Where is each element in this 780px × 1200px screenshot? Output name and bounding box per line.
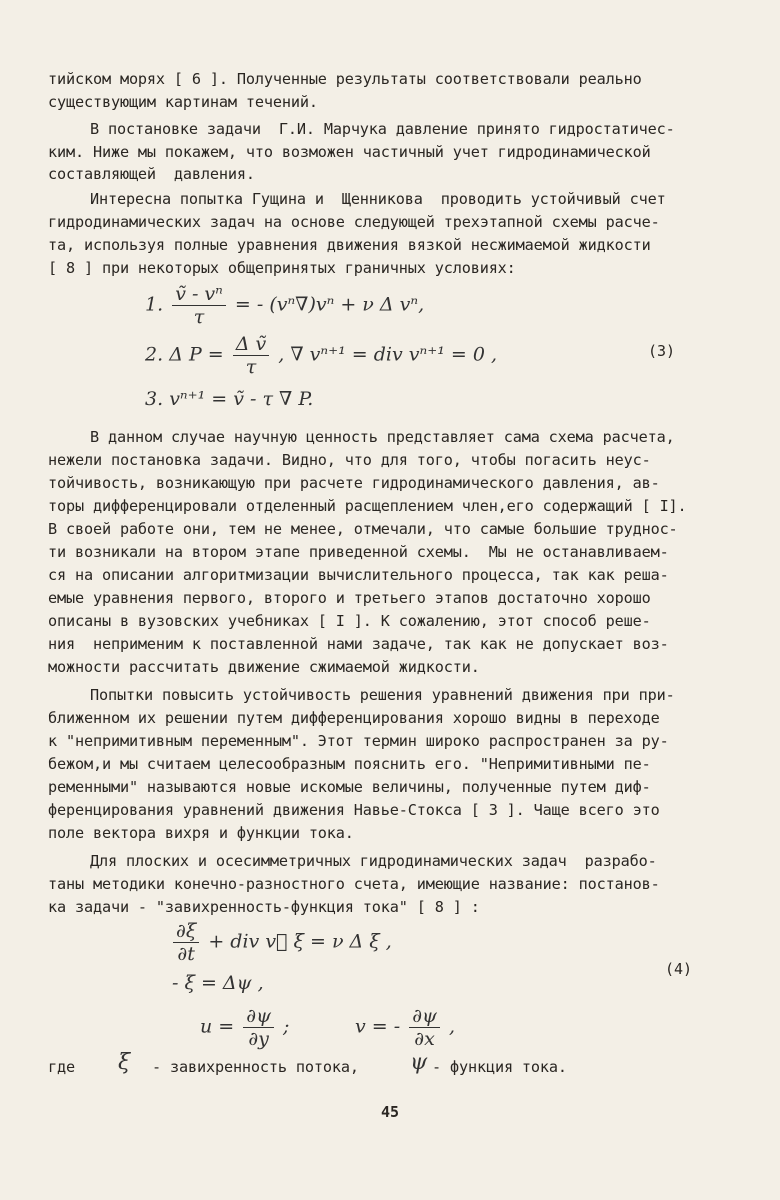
text-line: ся на описании алгоритмизации вычислительного процесса, так как реша- bbox=[48, 566, 669, 584]
where-desc-2: - функция тока. bbox=[432, 1058, 567, 1076]
text-line: ка задачи - "завихренность-функция тока" [ 8 ] : bbox=[48, 898, 480, 916]
eq-rhs: + div v⃗ ξ = ν Δ ξ , bbox=[208, 930, 392, 953]
eq-index: 2. bbox=[145, 343, 164, 366]
text-line: бежом,и мы считаем целесообразным пояснить его. "Непримитивными пе- bbox=[48, 755, 651, 773]
text-line: В данном случае научную ценность представляет сама схема расчета, bbox=[90, 428, 675, 446]
text-line: поле вектора вихря и функции тока. bbox=[48, 824, 354, 842]
text-line: [ 8 ] при некоторых общепринятых граничных условиях: bbox=[48, 259, 516, 277]
text-line: ким. Ниже мы покажем, что возможен частичный учет гидродинамической bbox=[48, 143, 651, 161]
text-line: к "непримитивным переменным". Этот термин широко распространен за ру- bbox=[48, 732, 669, 750]
equation-3-line-1 bbox=[145, 283, 424, 328]
text-line: ременными" называются новые искомые величины, полученные путем диф- bbox=[48, 778, 651, 796]
eq-tail: ; bbox=[283, 1015, 290, 1038]
text-line: тийском морях [ 6 ]. Полученные результаты соответствовали реально bbox=[48, 70, 642, 88]
text-line: ния неприменим к поставленной нами задаче, так как не допускает воз- bbox=[48, 635, 669, 653]
equation-4-line-3a bbox=[200, 1005, 289, 1050]
text-line: составляющей давления. bbox=[48, 165, 255, 183]
equation-3-line-3 bbox=[145, 388, 313, 410]
text-line: ти возникали на втором этапе приведенной схемы. Мы не останавливаем- bbox=[48, 543, 669, 561]
stream-function-symbol: ψ bbox=[410, 1050, 428, 1075]
text-line: та, используя полные уравнения движения вязкой несжимаемой жидкости bbox=[48, 236, 651, 254]
text-line: существующим картинам течений. bbox=[48, 93, 318, 111]
text-line: нежели постановка задачи. Видно, что для того, чтобы погасить неус- bbox=[48, 451, 651, 469]
fraction: $\frac{\partial\psi}{\partial y}$ bbox=[243, 1005, 274, 1050]
eq-index: 1. bbox=[145, 293, 164, 316]
text-line: Для плоских и осесимметричных гидродинамических задач разрабо- bbox=[90, 852, 657, 870]
text-line: торы дифференцировали отделенный расщеплением член,его содержащий [ I]. bbox=[48, 497, 687, 515]
text-line: емые уравнения первого, второго и третьего этапов достаточно хорошо bbox=[48, 589, 651, 607]
eq-tail: , bbox=[448, 1015, 456, 1038]
equation-number: (4) bbox=[665, 960, 693, 978]
fraction: $\frac{\partial\xi}{\partial t}$ bbox=[173, 920, 199, 965]
text-line: ближенном их решении путем дифференцирования хорошо видны в переходе bbox=[48, 709, 660, 727]
equation-4-line-2: - ξ = Δψ , bbox=[172, 972, 264, 994]
equation-4-line-3b bbox=[355, 1005, 455, 1050]
text-line: тойчивость, возникающую при расчете гидродинамического давления, ав- bbox=[48, 474, 660, 492]
text-line: гидродинамических задач на основе следующей трехэтапной схемы расче- bbox=[48, 213, 660, 231]
text-line: описаны в вузовских учебниках [ I ]. К сожалению, этот способ реше- bbox=[48, 612, 651, 630]
eq-lhs: v = - bbox=[355, 1015, 401, 1038]
fraction: $\frac{\text{ṽ - vⁿ}}{\tau}$ bbox=[172, 283, 226, 328]
eq-rhs: , ∇ vⁿ⁺¹ = div vⁿ⁺¹ = 0 , bbox=[278, 343, 498, 366]
where-word: где bbox=[48, 1058, 75, 1076]
text-line: ференцирования уравнений движения Навье-Стокса [ 3 ]. Чаще всего это bbox=[48, 801, 660, 819]
text-line: можности рассчитать движение сжимаемой жидкости. bbox=[48, 658, 480, 676]
equation-3-line-2 bbox=[145, 333, 497, 378]
page-number: 45 bbox=[380, 1103, 400, 1121]
text-line: В постановке задачи Г.И. Марчука давление принято гидростатичес- bbox=[90, 120, 675, 138]
vorticity-symbol: ξ bbox=[118, 1050, 131, 1075]
text-line: Интересна попытка Гущина и Щенникова проводить устойчивый счет bbox=[90, 190, 666, 208]
eq-lhs: u = bbox=[200, 1015, 235, 1038]
text-line: Попытки повысить устойчивость решения уравнений движения при при- bbox=[90, 686, 675, 704]
eq-rhs: = - (vⁿ∇)vⁿ + ν Δ vⁿ, bbox=[234, 293, 425, 316]
text-line: таны методики конечно-разностного счета, имеющие название: постанов- bbox=[48, 875, 660, 893]
fraction: $\frac{\text{Δ ṽ}}{\tau}$ bbox=[233, 333, 270, 378]
fraction: $\frac{\partial\psi}{\partial x}$ bbox=[409, 1005, 440, 1050]
eq-lhs: Δ P = bbox=[169, 343, 224, 366]
equation-4-line-1 bbox=[170, 920, 392, 965]
eq-body: vⁿ⁺¹ = ṽ - τ ∇ P. bbox=[169, 388, 314, 410]
equation-number: (3) bbox=[648, 342, 676, 360]
eq-index: 3. bbox=[145, 388, 164, 410]
text-line: В своей работе они, тем не менее, отмечали, что самые большие труднос- bbox=[48, 520, 678, 538]
where-desc-1: - завихренность потока, bbox=[152, 1058, 359, 1076]
